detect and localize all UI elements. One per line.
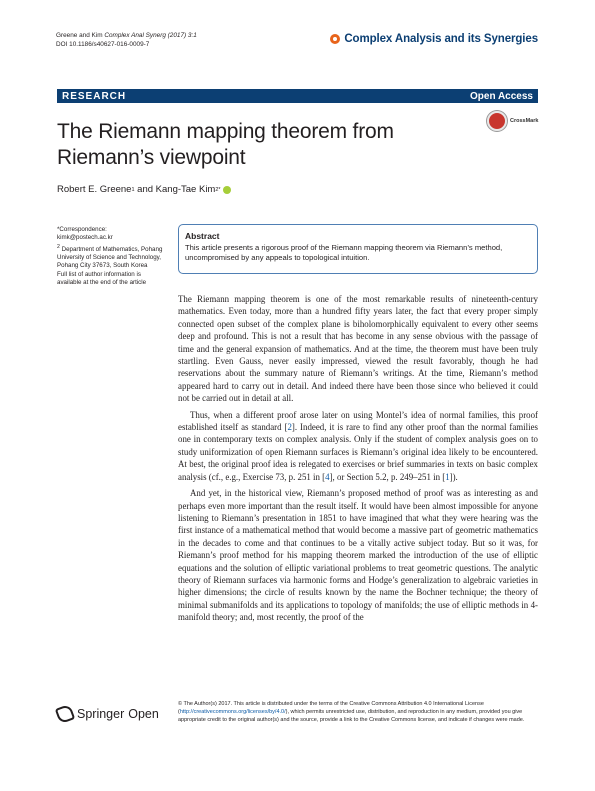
correspondence-sidebar: [57, 226, 167, 287]
journal-logo-icon: [330, 34, 340, 44]
open-access-label: Open Access: [470, 90, 533, 102]
article-title: The Riemann mapping theorem from Riemann’s viewpoint: [57, 120, 394, 169]
author-name[interactable]: Robert E. Greene: [57, 184, 132, 195]
header-doi[interactable]: DOI 10.1186/s40627-016-0009-7: [56, 41, 150, 48]
abstract-heading: Abstract: [185, 231, 220, 241]
author-affil: 2*: [215, 186, 221, 193]
running-header: [56, 31, 197, 49]
author-name[interactable]: Kang-Tae Kim: [155, 184, 216, 195]
author-list: [57, 184, 231, 195]
journal-name: Complex Analysis and its Synergies: [344, 33, 538, 45]
license-link[interactable]: http://creativecommons.org/licenses/by/4.0/: [179, 709, 286, 715]
crossmark-label: CrossMark: [510, 118, 539, 124]
section-label: RESEARCH: [62, 90, 127, 102]
springer-horse-icon: [55, 704, 76, 725]
journal-brand[interactable]: [330, 33, 538, 45]
abstract-text: This article presents a rigorous proof of the Riemann mapping theorem via Riemann’s method, uncompromised by any appeals to topological intuition.: [185, 243, 503, 262]
license-notice: © The Author(s) 2017. This article is distributed under the terms of the Creative Commons Attribution 4.0 International License (http://creativecommons.org/licenses/by/4.0/), which permits unrestricted use, distribution, and reproduction in any medium, provided you give appropriate credit to the original author(s) and the source, provide a link to the Creative Commons license, and indicate if changes were made.: [178, 701, 525, 723]
body-paragraph: And yet, in the historical view, Riemann’s proposed method of proof was as interesting as and perhaps even more important than the result itself. It would have been almost impossible for anyone listening to Riemann’s presentation in 1851 to have imagined that what they were hearing was the first instance of a mathematical method that would become a massive part of geometric mathematics in the decades to come and that continues to be a vitally active subject today. But so it was, for Riemann’s proof method for his mapping theorem marked the introduction of the use of elliptic equations and the solution of elliptic variational problems to treat geometric questions. The analytic theory of Riemann surfaces via harmonic forms and Hodge’s generalization to algebraic varieties in higher dimensions; the circle of results known by the name the Bochner technique; the theory of minimal submanifolds and its applications to topology of manifolds; the use of elliptic methods in 4-manifold theory; and, most recently, the proof of the: [178, 488, 538, 623]
body-paragraph: Thus, when a different proof arose later on using Montel’s idea of normal families, this proof established itself as standard [2]. Indeed, it is rare to find any other proof than the normal families one in contemporary texts on complex analysis. Only if the student of complex analysis goes on to study uniformization of open Riemann surfaces is Riemann’s original idea likely to be encountered. At best, the original proof idea is relegated to exercises or brief summaries in texts on basic complex analysis (cf., e.g., Exercise 73, p. 251 in [4], or Section 5.2, p. 249–251 in [1]).: [178, 409, 538, 482]
author-info-note: Full list of author information is available at the end of the article: [57, 270, 147, 286]
header-citation: Complex Anal Synerg (2017) 3:1: [104, 32, 197, 39]
orcid-icon[interactable]: [223, 186, 231, 194]
author-sep: and: [134, 184, 156, 195]
article-body: [178, 293, 538, 624]
publisher-open: Open: [128, 707, 159, 721]
crossmark-icon: [487, 111, 507, 131]
crossmark-badge[interactable]: [487, 111, 538, 131]
affiliation: [57, 243, 167, 271]
affiliation-text: Department of Mathematics, Pohang University of Science and Technology, Pohang City 37673, South Korea: [57, 245, 163, 270]
correspondence-label: *Correspondence:: [57, 226, 107, 233]
citation-link[interactable]: 1: [445, 471, 450, 482]
article-type-bar: [57, 89, 538, 103]
correspondence-email[interactable]: kimk@postech.ac.kr: [57, 234, 113, 242]
abstract-box: [178, 224, 538, 274]
affiliation-number: 2: [57, 243, 60, 250]
publisher-name: Springer: [77, 707, 125, 721]
citation-link[interactable]: 2: [287, 422, 292, 433]
citation-link[interactable]: 4: [325, 471, 330, 482]
body-paragraph: The Riemann mapping theorem is one of the most remarkable results of nineteenth-century mathematics. Even today, more than a hundred fifty years later, the fact that every proper simply connected open subset of the complex plane is biholomorphically equivalent to every other seems deep and profound. This is not a result that has become in any sense obvious with the passage of time and the general expansion of mathematics. And at the time, the theorem must have been truly startling. Even Gauss, never easily impressed, viewed the result favorably, though he had reservations about the summary nature of Riemann’s writings. At the time, Riemann’s method appeared hard to carry out in detail. And indeed there have been those since who believed it could not be carried out in detail at all.: [178, 294, 538, 404]
publisher-logo[interactable]: [57, 706, 159, 722]
author-affil: 1: [131, 186, 135, 193]
header-authors: Greene and Kim: [56, 32, 103, 39]
